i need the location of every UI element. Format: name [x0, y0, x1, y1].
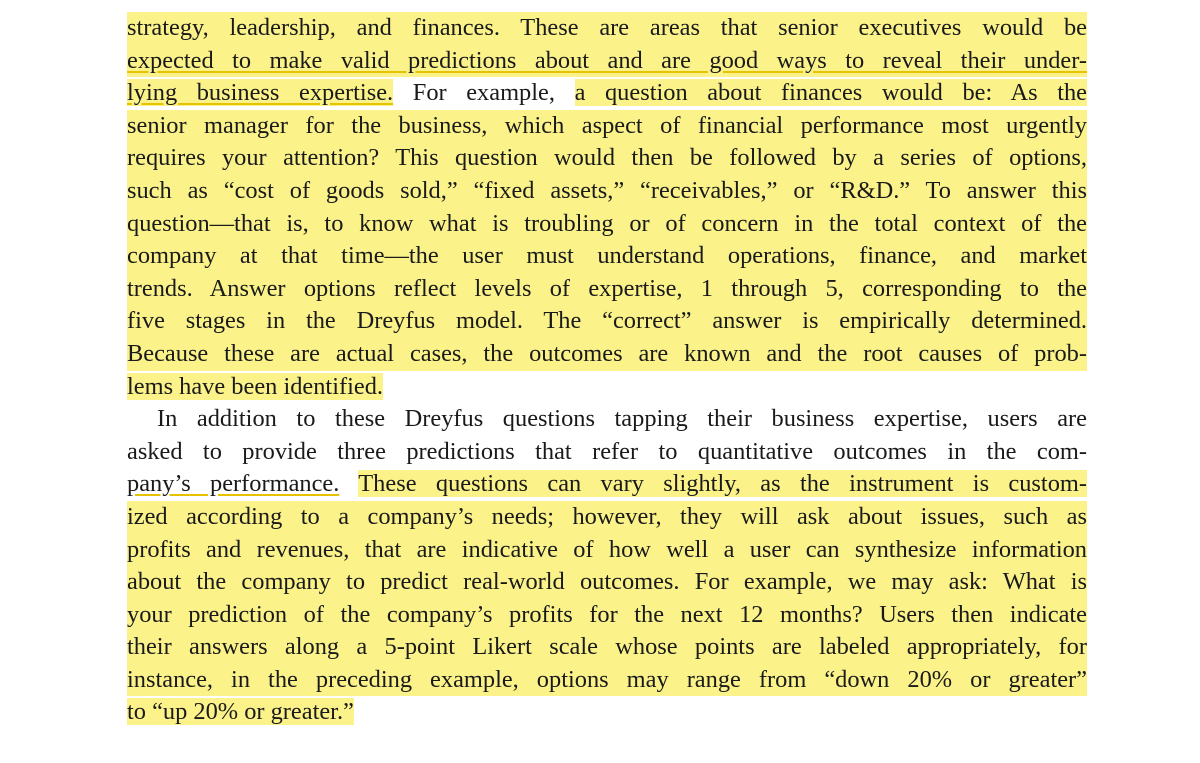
- underlined-text: expected to make valid predictions about and are good ways to reveal their under-: [127, 46, 1087, 74]
- paragraph-1: [127, 12, 1087, 403]
- paragraph-1-line: requires your attention? This question would then be followed by a series of options,: [127, 142, 1087, 175]
- paragraph-2: [127, 403, 1087, 729]
- paragraph-2-line: asked to provide three predictions that refer to quantitative outcomes in the com-: [127, 437, 1087, 465]
- paragraph-1-line: trends. Answer options reflect levels of expertise, 1 through 5, corresponding to the: [127, 273, 1087, 306]
- paragraph-2-line: [127, 696, 1087, 729]
- underlined-text: pany’s performance.: [127, 470, 340, 498]
- paragraph-1-line: [127, 45, 1087, 78]
- paragraph-2-line-mixed: [127, 468, 1087, 501]
- paragraph-2-line: your prediction of the company’s profits for the next 12 months? Users then indicate: [127, 599, 1087, 632]
- paragraph-1-line: question—that is, to know what is troubling or of concern in the total context of the: [127, 208, 1087, 241]
- highlighted-text: These questions can vary slightly, as the instrument is custom-: [358, 470, 1087, 498]
- paragraph-2-line: instance, in the preceding example, options may range from “down 20% or greater”: [127, 664, 1087, 697]
- paragraph-2-line: ized according to a company’s needs; however, they will ask about issues, such as: [127, 501, 1087, 534]
- paragraph-1-line: Because these are actual cases, the outcomes are known and the root causes of prob-: [127, 338, 1087, 371]
- paragraph-1-line: strategy, leadership, and finances. These are areas that senior executives would be: [127, 12, 1087, 45]
- paragraph-2-line: their answers along a 5-point Likert scale whose points are labeled appropriately, for: [127, 631, 1087, 664]
- paragraph-1-line: [127, 371, 1087, 404]
- highlighted-text: lems have been identified.: [127, 372, 384, 400]
- highlighted-text: to “up 20% or greater.”: [127, 698, 354, 726]
- plain-text: For example,: [412, 79, 555, 107]
- paragraph-2-line: profits and revenues, that are indicative of how well a user can synthesize information: [127, 534, 1087, 567]
- paragraph-1-line: such as “cost of goods sold,” “fixed assets,” “receivables,” or “R&D.” To answer this: [127, 175, 1087, 208]
- book-page-text: [127, 12, 1087, 763]
- paragraph-1-line: five stages in the Dreyfus model. The “correct” answer is empirically determined.: [127, 305, 1087, 338]
- paragraph-1-line-mixed: [127, 77, 1087, 110]
- paragraph-1-line: company at that time—the user must understand operations, finance, and market: [127, 240, 1087, 273]
- highlighted-text: a question about finances would be: As the: [574, 79, 1087, 107]
- highlighted-text: lying business expertise.: [127, 79, 394, 107]
- paragraph-1-line: senior manager for the business, which aspect of financial performance most urgently: [127, 110, 1087, 143]
- paragraph-2-line: In addition to these Dreyfus questions tapping their business expertise, users are: [157, 405, 1087, 433]
- paragraph-2-line: about the company to predict real-world outcomes. For example, we may ask: What is: [127, 566, 1087, 599]
